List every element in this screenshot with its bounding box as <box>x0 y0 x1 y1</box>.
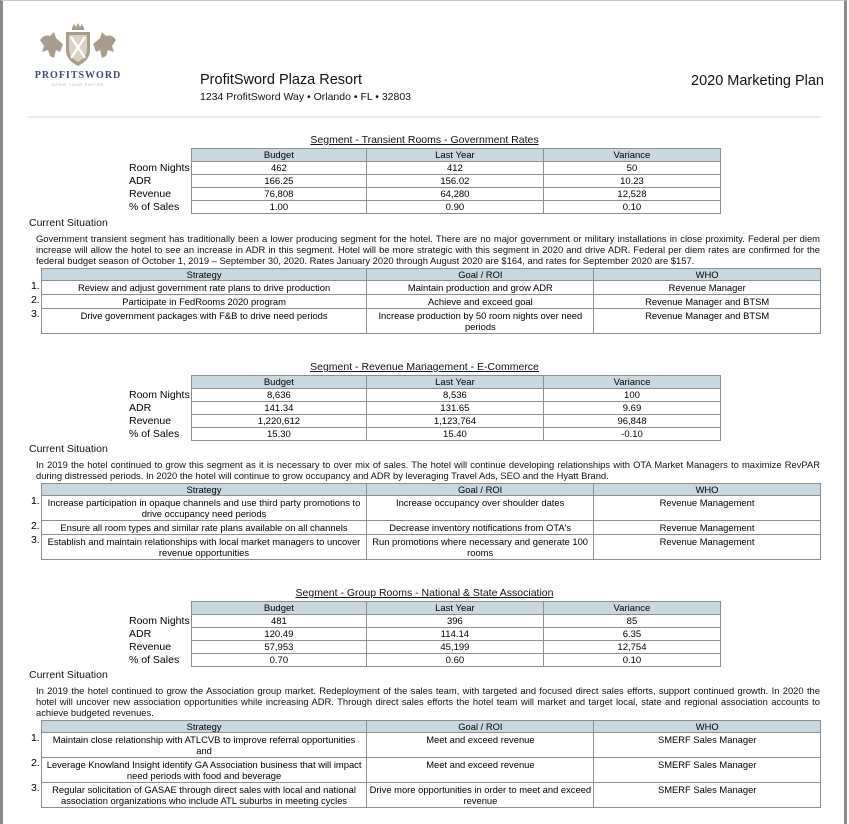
metrics-table <box>129 375 721 441</box>
strategy-table <box>20 268 821 334</box>
table-row: % of Sales 0.70 0.60 0.10 <box>129 654 721 667</box>
segment-title: Segment - Revenue Management - E-Commerce <box>310 361 539 373</box>
col-budget: Budget <box>191 149 366 162</box>
col-budget: Budget <box>191 376 366 389</box>
header-divider <box>28 116 821 118</box>
strategy-table <box>20 720 821 808</box>
col-who: WHO <box>594 269 821 281</box>
strategy-table <box>20 483 821 560</box>
table-row: 3. Regular solicitation of GASAE through direct sales with local and national association organizations who include ATL suburbs in meeting cycles Drive more opportunities in order to meet and exceed revenue SMERF Sales Manager <box>20 783 821 808</box>
col-variance: Variance <box>543 149 720 162</box>
table-row: 3. Establish and maintain relationships with local market managers to uncover revenue opportunities Run promotions where necessary and generate 100 rooms Revenue Management <box>20 535 821 560</box>
current-situation-label: Current Situation <box>29 217 108 229</box>
current-situation-label: Current Situation <box>29 669 108 681</box>
profitsword-logo <box>30 22 126 94</box>
col-strategy: Strategy <box>41 484 367 496</box>
current-situation-text: In 2019 the hotel continued to grow this segment as it is necessary to over mix of sales. The hotel will continue developing relationships with OTA Market Managers to maximize RevPAR during distressed periods. In 2020 the hotel will continue to grow occupancy and ADR by leveraging Travel Ads, SEO and the Hyatt Brand. <box>36 459 820 481</box>
table-row: Room Nights 481 396 85 <box>129 615 721 628</box>
table-row: 2. Participate in FedRooms 2020 program Achieve and exceed goal Revenue Manager and BTSM <box>20 295 821 309</box>
table-row: Room Nights 8,636 8,536 100 <box>129 389 721 402</box>
table-row: 2. Leverage Knowland Insight identify GA Association business that will impact need periods with food and beverage Meet and exceed revenue SMERF Sales Manager <box>20 758 821 783</box>
col-variance: Variance <box>543 602 720 615</box>
hotel-address: 1234 ProfitSword Way • Orlando • FL • 32803 <box>200 91 412 103</box>
table-row: % of Sales 15.30 15.40 -0.10 <box>129 428 721 441</box>
current-situation-text: Government transient segment has traditionally been a lower producing segment for the hotel. There are no major government or military installations in close proximity. Federal per diem increase will allow the hotel to see an increase in ADR in this segment. Hotel will be more strategic with this segment in 2020 and drive ADR. Federal per diem rates are confirmed for the federal budget season of October 1, 2019 – September 30, 2020. Rates January 2020 through August 2020 are $164, and rates for September 2020 are $157. <box>36 233 820 266</box>
table-row: 1. Review and adjust government rate plans to drive production Maintain production and grow ADR Revenue Manager <box>20 281 821 295</box>
metrics-table <box>129 148 721 214</box>
table-row: Room Nights 462 412 50 <box>129 162 721 175</box>
hotel-name: ProfitSword Plaza Resort <box>200 72 362 88</box>
col-variance: Variance <box>543 376 720 389</box>
table-row: ADR 166.25 156.02 10.23 <box>129 175 721 188</box>
table-row: Revenue 76,808 64,280 12,528 <box>129 188 721 201</box>
table-row: 2. Ensure all room types and similar rate plans available on all channels Decrease inventory notifications from OTA's Revenue Management <box>20 521 821 535</box>
col-last-year: Last Year <box>366 376 543 389</box>
logo-wordmark: PROFITSWORD <box>34 70 122 81</box>
col-budget: Budget <box>191 602 366 615</box>
col-strategy: Strategy <box>41 269 367 281</box>
logo-tagline: GROW YOUR EMPIRE <box>51 83 105 87</box>
col-last-year: Last Year <box>366 149 543 162</box>
table-row: 1. Maintain close relationship with ATLCVB to improve referral opportunities and Meet and exceed revenue SMERF Sales Manager <box>20 733 821 758</box>
current-situation-label: Current Situation <box>29 443 108 455</box>
table-row: 1. Increase participation in opaque channels and use third party promotions to drive occupancy need periods Increase occupancy over shoulder dates Revenue Management <box>20 496 821 521</box>
segment-title: Segment - Transient Rooms - Government Rates <box>310 134 539 146</box>
current-situation-text: In 2019 the hotel continued to grow the Association group market. Redeployment of the sales team, with targeted and focused direct sales efforts, support continued growth. In 2020 the hotel will uncover new association opportunities while increasing ADR. Through direct sales efforts the hotel team will market and target local, state and regional association accounts to achieve budgeted revenues. <box>36 685 820 718</box>
col-last-year: Last Year <box>366 602 543 615</box>
table-row: Revenue 57,953 45,199 12,754 <box>129 641 721 654</box>
document-title: 2020 Marketing Plan <box>691 73 824 89</box>
metrics-table <box>129 601 721 667</box>
table-row: ADR 120.49 114.14 6.35 <box>129 628 721 641</box>
segment-title: Segment - Group Rooms - National & State Association <box>295 587 554 599</box>
col-who: WHO <box>594 721 821 733</box>
col-goal: Goal / ROI <box>367 484 594 496</box>
table-row: ADR 141.34 131.65 9.69 <box>129 402 721 415</box>
table-row: Revenue 1,220,612 1,123,764 96,848 <box>129 415 721 428</box>
col-goal: Goal / ROI <box>367 269 594 281</box>
table-row: 3. Drive government packages with F&B to drive need periods Increase production by 50 room nights over need periods Revenue Manager and BTSM <box>20 309 821 334</box>
crest-icon <box>30 22 126 70</box>
col-strategy: Strategy <box>41 721 367 733</box>
table-row: % of Sales 1.00 0.90 0.10 <box>129 201 721 214</box>
col-goal: Goal / ROI <box>367 721 594 733</box>
col-who: WHO <box>594 484 821 496</box>
